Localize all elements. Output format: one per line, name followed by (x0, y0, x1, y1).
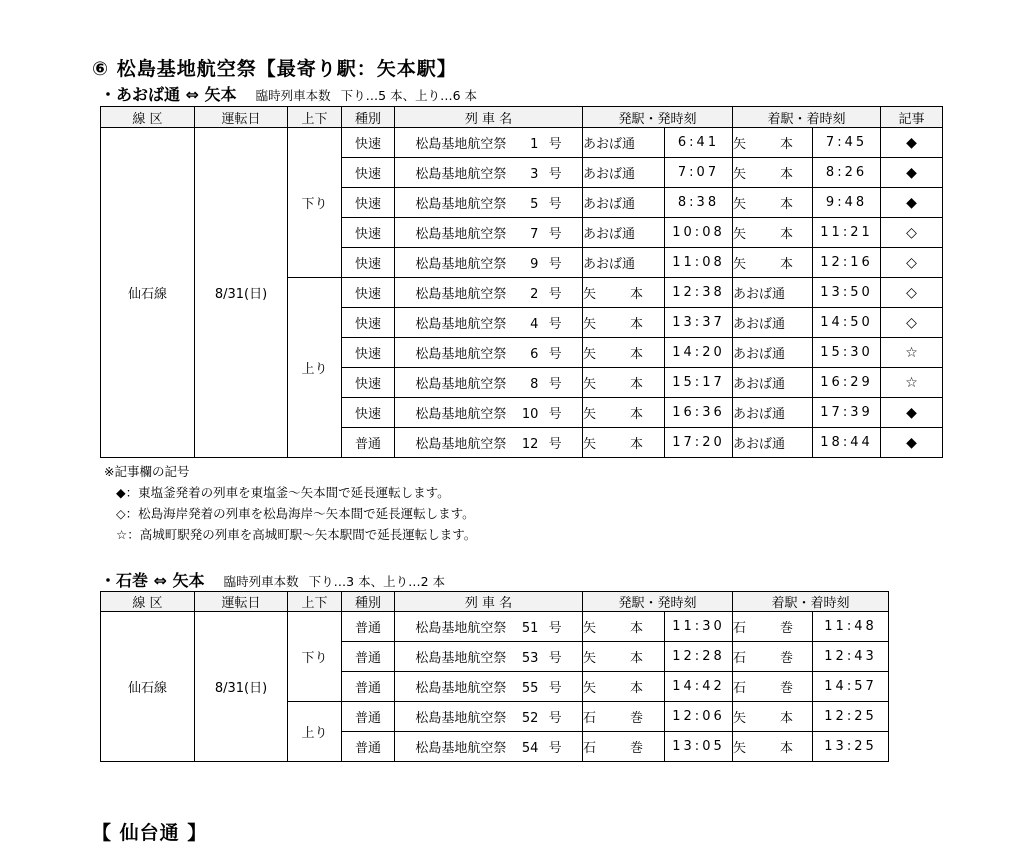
train-name-cell (395, 368, 583, 398)
remarks-mark-cell: ◇ (881, 278, 943, 308)
arrival-time-cell: 15:30 (813, 338, 881, 368)
arrival-time-cell: 8:26 (813, 158, 881, 188)
train-number: 5 (530, 197, 539, 212)
train-name: 松島基地航空祭 (415, 437, 507, 452)
train-name: 松島基地航空祭 (415, 137, 507, 152)
station-cell (583, 188, 665, 218)
arrival-time-cell: 12:25 (813, 702, 889, 732)
direction-up-cell: 上り (288, 278, 342, 458)
train-number: 3 (530, 167, 539, 182)
col-header-direction: 上下 (288, 107, 342, 128)
section2-count-label: 臨時列車本数 (223, 574, 299, 589)
train-name: 松島基地航空祭 (415, 227, 507, 242)
train-number-suffix: 号 (544, 407, 562, 422)
train-name-cell (395, 672, 583, 702)
train-number-suffix: 号 (544, 317, 562, 332)
station-name (733, 707, 793, 726)
station-name: あおば通 (733, 317, 786, 332)
train-number-suffix: 号 (544, 681, 562, 696)
train-name-cell (395, 308, 583, 338)
train-type-cell: 快速 (342, 278, 395, 308)
station-char: 本 (629, 347, 643, 362)
station-char: 矢 (583, 287, 597, 302)
arrival-time-cell: 13:50 (813, 278, 881, 308)
train-type-cell: 快速 (342, 128, 395, 158)
train-type-cell: 快速 (342, 398, 395, 428)
page-title: ⑥ 松島基地航空祭【最寄り駅：矢本駅】 (92, 58, 457, 80)
remarks-legend-heading: ※記事欄の記号 (104, 464, 190, 479)
col-header-train-name: 列 車 名 (395, 107, 583, 128)
train-name: 松島基地航空祭 (415, 287, 507, 302)
station-cell (583, 732, 665, 762)
station-cell (733, 732, 813, 762)
station-char: 本 (629, 681, 643, 696)
train-type-cell: 快速 (342, 338, 395, 368)
station-name (733, 223, 793, 242)
arrival-time-cell: 11:21 (813, 218, 881, 248)
train-name-cell (395, 338, 583, 368)
departure-time-cell: 14:20 (665, 338, 733, 368)
departure-time-cell: 7:07 (665, 158, 733, 188)
col-header-direction: 上下 (288, 592, 342, 612)
train-type-cell: 普通 (342, 672, 395, 702)
station-char: 巻 (629, 741, 643, 756)
station-name (583, 433, 643, 452)
station-cell (733, 702, 813, 732)
station-cell (583, 248, 665, 278)
station-char: 本 (780, 197, 794, 212)
departure-time-cell: 17:20 (665, 428, 733, 458)
section1-header-row (101, 107, 943, 128)
remarks-legend-item: ☆：高城町駅発の列車を高城町駅～矢本駅間で延長運転します。 (116, 527, 477, 542)
station-name (583, 617, 643, 636)
station-char: 矢 (733, 257, 747, 272)
departure-time-cell: 12:06 (665, 702, 733, 732)
station-cell (583, 128, 665, 158)
station-name (583, 737, 643, 756)
station-name (583, 403, 643, 422)
train-name: 松島基地航空祭 (415, 681, 507, 696)
departure-time-cell: 15:17 (665, 368, 733, 398)
section2-train-count (224, 574, 445, 589)
station-cell (583, 368, 665, 398)
direction-down-cell: 下り (288, 612, 342, 702)
train-type-cell: 快速 (342, 158, 395, 188)
train-name-cell (395, 612, 583, 642)
train-name: 松島基地航空祭 (415, 257, 507, 272)
departure-time-cell: 12:38 (665, 278, 733, 308)
col-header-arrival: 着駅・着時刻 (733, 592, 889, 612)
station-char: 矢 (583, 347, 597, 362)
train-type-cell: 普通 (342, 732, 395, 762)
station-char: 矢 (583, 377, 597, 392)
station-char: 本 (780, 227, 794, 242)
train-name-cell (395, 428, 583, 458)
station-name (583, 677, 643, 696)
station-name: あおば通 (733, 377, 786, 392)
table-row (101, 612, 889, 642)
station-cell (733, 398, 813, 428)
arrival-time-cell: 13:25 (813, 732, 889, 762)
train-name-cell (395, 732, 583, 762)
arrival-time-cell: 14:57 (813, 672, 889, 702)
section2-header (100, 568, 445, 591)
train-name: 松島基地航空祭 (415, 377, 507, 392)
station-name: あおば通 (583, 197, 636, 212)
train-type-cell: 快速 (342, 308, 395, 338)
station-name (733, 647, 793, 666)
section2-header-row (101, 592, 889, 612)
train-name: 松島基地航空祭 (415, 711, 507, 726)
train-number: 6 (530, 347, 539, 362)
train-number: 8 (530, 377, 539, 392)
table-row (101, 128, 943, 158)
train-name: 松島基地航空祭 (415, 167, 507, 182)
direction-up-cell: 上り (288, 702, 342, 762)
station-char: 本 (780, 711, 794, 726)
station-cell (583, 308, 665, 338)
line-cell: 仙石線 (101, 128, 195, 458)
departure-time-cell: 13:37 (665, 308, 733, 338)
train-name: 松島基地航空祭 (415, 621, 507, 636)
station-name: あおば通 (583, 227, 636, 242)
station-name: あおば通 (583, 137, 636, 152)
arrival-time-cell: 12:16 (813, 248, 881, 278)
departure-time-cell: 14:42 (665, 672, 733, 702)
station-cell (583, 612, 665, 642)
station-cell (733, 672, 813, 702)
train-number: 52 (521, 711, 539, 726)
station-cell (583, 672, 665, 702)
train-number: 10 (521, 407, 539, 422)
station-cell (583, 702, 665, 732)
arrival-time-cell: 7:45 (813, 128, 881, 158)
section1-table-body (101, 128, 943, 458)
train-name: 松島基地航空祭 (415, 197, 507, 212)
col-header-line: 線 区 (101, 592, 195, 612)
train-number-suffix: 号 (544, 711, 562, 726)
train-number-suffix: 号 (544, 257, 562, 272)
train-type-cell: 普通 (342, 428, 395, 458)
station-cell (733, 612, 813, 642)
station-name (583, 373, 643, 392)
station-cell (583, 428, 665, 458)
train-type-cell: 快速 (342, 368, 395, 398)
section1-train-count (256, 88, 477, 103)
station-cell (583, 278, 665, 308)
date-cell: 8/31(日) (195, 612, 288, 762)
remarks-legend-item: ◇：松島海岸発着の列車を松島海岸～矢本間で延長運転します。 (116, 506, 475, 521)
station-char: 石 (733, 681, 747, 696)
remarks-mark-cell: ◆ (881, 188, 943, 218)
train-number: 53 (521, 651, 539, 666)
station-cell (583, 398, 665, 428)
train-name-cell (395, 248, 583, 278)
station-char: 石 (583, 711, 597, 726)
section2-count-value: 下り…3 本、上り…2 本 (308, 574, 446, 589)
station-char: 矢 (733, 227, 747, 242)
col-header-type: 種別 (342, 107, 395, 128)
station-name (733, 253, 793, 272)
train-name-cell (395, 158, 583, 188)
remarks-mark-cell: ◇ (881, 218, 943, 248)
col-header-departure: 発駅・発時刻 (583, 107, 733, 128)
departure-time-cell: 12:28 (665, 642, 733, 672)
departure-time-cell: 13:05 (665, 732, 733, 762)
station-name: あおば通 (733, 407, 786, 422)
arrival-time-cell: 18:44 (813, 428, 881, 458)
train-number-suffix: 号 (544, 347, 562, 362)
station-cell (583, 158, 665, 188)
train-number: 54 (521, 741, 539, 756)
train-name-cell (395, 128, 583, 158)
remarks-mark-cell: ◆ (881, 428, 943, 458)
station-char: 矢 (733, 197, 747, 212)
remarks-legend (104, 461, 476, 545)
train-number-suffix: 号 (544, 377, 562, 392)
station-char: 矢 (583, 621, 597, 636)
train-number: 7 (530, 227, 539, 242)
remarks-legend-item: ◆：東塩釜発着の列車を東塩釜～矢本間で延長運転します。 (116, 485, 450, 500)
next-section-title: 【 仙台通 】 (92, 822, 208, 844)
station-char: 石 (733, 621, 747, 636)
train-type-cell: 快速 (342, 188, 395, 218)
station-char: 矢 (733, 137, 747, 152)
arrival-time-cell: 11:48 (813, 612, 889, 642)
station-cell (733, 248, 813, 278)
train-number: 1 (530, 137, 539, 152)
station-name (733, 677, 793, 696)
col-header-departure: 発駅・発時刻 (583, 592, 733, 612)
section1-count-value: 下り…5 本、上り…6 本 (340, 88, 478, 103)
col-header-type: 種別 (342, 592, 395, 612)
station-name (733, 617, 793, 636)
station-name: あおば通 (733, 437, 786, 452)
departure-time-cell: 16:36 (665, 398, 733, 428)
arrival-time-cell: 14:50 (813, 308, 881, 338)
train-name-cell (395, 398, 583, 428)
section1-header (100, 82, 477, 105)
station-char: 本 (629, 377, 643, 392)
station-char: 本 (780, 257, 794, 272)
station-cell (733, 188, 813, 218)
col-header-line: 線 区 (101, 107, 195, 128)
station-cell (733, 308, 813, 338)
station-char: 本 (629, 651, 643, 666)
line-cell: 仙石線 (101, 612, 195, 762)
station-char: 矢 (583, 437, 597, 452)
departure-time-cell: 10:08 (665, 218, 733, 248)
station-char: 矢 (733, 711, 747, 726)
train-number-suffix: 号 (544, 741, 562, 756)
train-number: 9 (530, 257, 539, 272)
col-header-train-name: 列 車 名 (395, 592, 583, 612)
departure-time-cell: 11:08 (665, 248, 733, 278)
station-char: 本 (629, 287, 643, 302)
station-name (583, 343, 643, 362)
remarks-mark-cell: ◇ (881, 308, 943, 338)
train-name: 松島基地航空祭 (415, 407, 507, 422)
station-name (583, 313, 643, 332)
station-char: 本 (629, 621, 643, 636)
train-number-suffix: 号 (544, 437, 562, 452)
departure-time-cell: 11:30 (665, 612, 733, 642)
station-char: 本 (780, 167, 794, 182)
train-number-suffix: 号 (544, 167, 562, 182)
section2-route: ・石巻 ⇔ 矢本 (100, 571, 205, 590)
station-name (583, 283, 643, 302)
station-char: 矢 (583, 651, 597, 666)
station-char: 矢 (583, 407, 597, 422)
station-char: 矢 (583, 681, 597, 696)
train-number-suffix: 号 (544, 227, 562, 242)
arrival-time-cell: 12:43 (813, 642, 889, 672)
station-name (733, 133, 793, 152)
col-header-date: 運転日 (195, 107, 288, 128)
train-number-suffix: 号 (544, 651, 562, 666)
section1-route: ・あおば通 ⇔ 矢本 (100, 85, 237, 104)
departure-time-cell: 6:41 (665, 128, 733, 158)
station-name (583, 707, 643, 726)
station-name (583, 647, 643, 666)
train-name: 松島基地航空祭 (415, 741, 507, 756)
station-cell (733, 368, 813, 398)
section2-table-body (101, 612, 889, 762)
station-name (733, 163, 793, 182)
train-number-suffix: 号 (544, 621, 562, 636)
train-name-cell (395, 188, 583, 218)
station-char: 巻 (629, 711, 643, 726)
train-number-suffix: 号 (544, 137, 562, 152)
station-char: 矢 (583, 317, 597, 332)
train-number: 55 (521, 681, 539, 696)
station-cell (583, 338, 665, 368)
station-cell (733, 158, 813, 188)
train-type-cell: 快速 (342, 218, 395, 248)
train-number: 2 (530, 287, 539, 302)
remarks-mark-cell: ☆ (881, 338, 943, 368)
departure-time-cell: 8:38 (665, 188, 733, 218)
station-char: 本 (629, 407, 643, 422)
station-cell (733, 278, 813, 308)
arrival-time-cell: 16:29 (813, 368, 881, 398)
station-cell (733, 338, 813, 368)
remarks-mark-cell: ◆ (881, 158, 943, 188)
train-name-cell (395, 702, 583, 732)
col-header-date: 運転日 (195, 592, 288, 612)
train-type-cell: 快速 (342, 248, 395, 278)
remarks-mark-cell: ◇ (881, 248, 943, 278)
col-header-arrival: 着駅・着時刻 (733, 107, 881, 128)
train-number: 12 (521, 437, 539, 452)
station-cell (733, 218, 813, 248)
section1-count-label: 臨時列車本数 (255, 88, 331, 103)
train-number: 51 (521, 621, 539, 636)
station-cell (733, 128, 813, 158)
arrival-time-cell: 9:48 (813, 188, 881, 218)
station-cell (733, 642, 813, 672)
train-type-cell: 普通 (342, 702, 395, 732)
train-type-cell: 普通 (342, 642, 395, 672)
col-header-remarks: 記事 (881, 107, 943, 128)
train-name-cell (395, 642, 583, 672)
arrival-time-cell: 17:39 (813, 398, 881, 428)
date-cell: 8/31(日) (195, 128, 288, 458)
train-number-suffix: 号 (544, 197, 562, 212)
station-name: あおば通 (583, 257, 636, 272)
remarks-mark-cell: ◆ (881, 398, 943, 428)
train-name: 松島基地航空祭 (415, 651, 507, 666)
train-type-cell: 普通 (342, 612, 395, 642)
station-name (733, 193, 793, 212)
station-cell (583, 642, 665, 672)
station-char: 巻 (780, 681, 794, 696)
station-char: 巻 (780, 621, 794, 636)
train-name: 松島基地航空祭 (415, 347, 507, 362)
station-char: 本 (629, 437, 643, 452)
section1-timetable (100, 106, 943, 458)
train-name: 松島基地航空祭 (415, 317, 507, 332)
direction-down-cell: 下り (288, 128, 342, 278)
station-char: 矢 (733, 167, 747, 182)
station-char: 本 (780, 137, 794, 152)
station-char: 石 (733, 651, 747, 666)
station-char: 本 (629, 317, 643, 332)
station-char: 石 (583, 741, 597, 756)
train-number: 4 (530, 317, 539, 332)
station-name (733, 737, 793, 756)
station-cell (583, 218, 665, 248)
section2-timetable (100, 591, 889, 762)
remarks-mark-cell: ☆ (881, 368, 943, 398)
station-name: あおば通 (733, 287, 786, 302)
train-number-suffix: 号 (544, 287, 562, 302)
station-cell (733, 428, 813, 458)
train-name-cell (395, 278, 583, 308)
station-char: 矢 (733, 741, 747, 756)
station-name: あおば通 (733, 347, 786, 362)
train-name-cell (395, 218, 583, 248)
station-char: 本 (780, 741, 794, 756)
station-char: 巻 (780, 651, 794, 666)
station-name: あおば通 (583, 167, 636, 182)
remarks-mark-cell: ◆ (881, 128, 943, 158)
